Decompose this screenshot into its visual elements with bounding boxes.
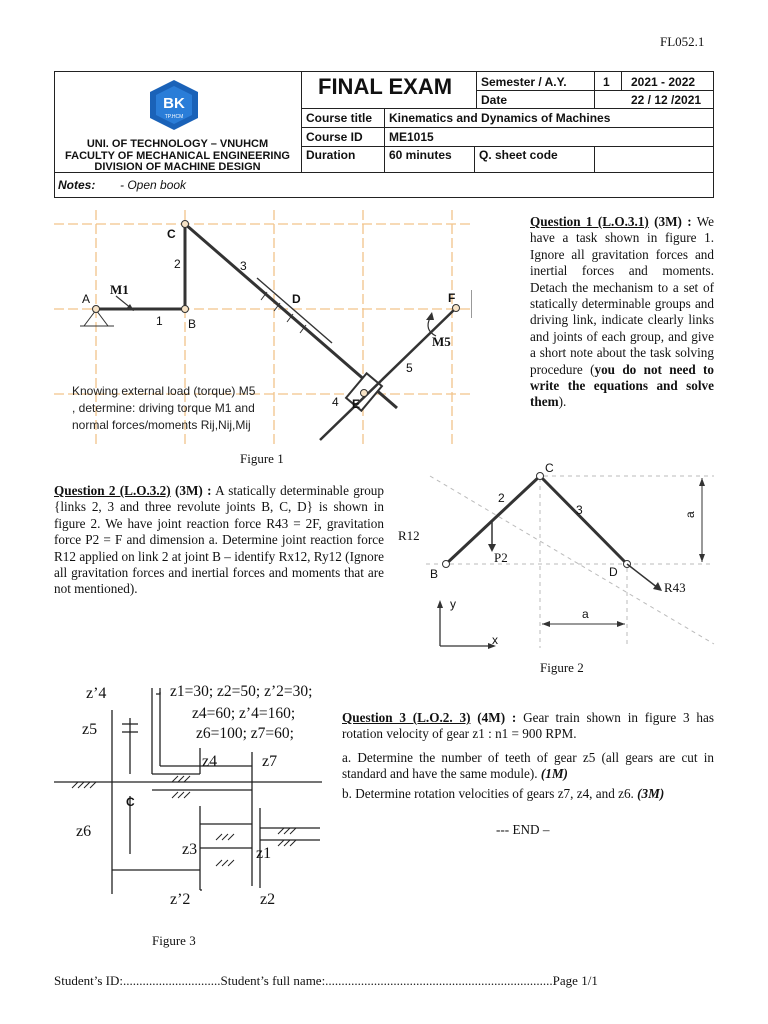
fig2-label-C: C: [545, 461, 554, 475]
fig1-note-line-3: normal forces/moments Rij,Nij,Mij: [72, 418, 251, 432]
fig3-label-z6: z6: [76, 823, 92, 840]
fig2-label-R12: R12: [398, 528, 420, 543]
fig3-label-z4prime: z’4: [86, 685, 107, 702]
question-1-body: We have a task shown in figure 1. Ignore all gravitation forces and inertial forces and moments. Detach the mechanism to a set of statically determinable groups and driving link, indicate clearly links and joints of each group, and give a short note about the task solving procedure (: [530, 214, 715, 377]
semester-label: Semester / A.Y.: [481, 75, 567, 89]
fig1-label-C: C: [167, 227, 176, 241]
question-3-part-b: [342, 786, 722, 802]
fig2-label-D: D: [609, 565, 618, 579]
fig3-label-z2: z2: [260, 891, 276, 908]
question-1-emphasis: you do not need to write the equations and solve them: [530, 361, 714, 410]
fig2-link-3: 3: [576, 503, 583, 517]
fig3-label-z1: z1: [256, 845, 272, 862]
fig2-dim-a-vertical: a: [683, 511, 697, 518]
fig3-label-z2prime: z’2: [170, 891, 191, 908]
question-3-part-a: [342, 750, 714, 783]
fig2-axis-y: y: [450, 597, 456, 611]
question-2-heading: Question 2 (L.O.3.2): [54, 483, 171, 498]
figure-2: [396, 458, 718, 654]
fig1-label-M1: M1: [110, 282, 129, 297]
fig1-note-line-2: , determine: driving torque M1 and: [72, 401, 255, 415]
qsheet-label: Q. sheet code: [479, 148, 558, 162]
fig1-label-A: A: [82, 292, 91, 306]
fig1-link-2: 2: [174, 257, 181, 271]
question-3-part-a-marks: (1M): [540, 766, 568, 782]
question-3-marks: (4M) :: [477, 710, 517, 725]
fig2-label-P2: P2: [494, 550, 508, 565]
question-1: [530, 214, 714, 411]
divider: [594, 146, 595, 172]
fig3-label-z4: z4: [202, 753, 218, 770]
figure-3: [52, 678, 334, 908]
division-name: DIVISION OF MACHINE DESIGN: [94, 161, 261, 173]
question-3-intro: Gear train shown in figure 3 has rotation velocity of gear z1 : n1 = 900 RPM.: [342, 710, 714, 742]
fig2-link-2: 2: [498, 491, 505, 505]
notes-label: Notes:: [58, 178, 96, 192]
fig2-label-B: B: [430, 567, 439, 581]
figure-2-caption: Figure 2: [540, 660, 584, 675]
fig1-link-1: 1: [156, 314, 163, 328]
logo-text: BK: [163, 95, 185, 112]
fig1-label-M5: M5: [432, 334, 451, 349]
divider: [301, 127, 714, 128]
fig3-label-z3: z3: [182, 841, 198, 858]
fig3-label-z5: z5: [82, 721, 98, 738]
logo-subtext: TP.HCM: [164, 114, 184, 120]
course-title-value: Kinematics and Dynamics of Machines: [389, 111, 611, 125]
duration-label: Duration: [306, 148, 356, 162]
fig2-label-R43: R43: [664, 580, 686, 595]
fig1-label-B: B: [188, 317, 197, 331]
semester-value: 1: [603, 75, 610, 89]
doc-code: FL052.1: [660, 34, 705, 49]
fig3-teeth-line-2: z4=60; z’4=160;: [192, 705, 296, 722]
course-title-label: Course title: [306, 111, 373, 125]
fig3-label-z7: z7: [262, 753, 278, 770]
question-3: [342, 710, 714, 743]
duration-value: 60 minutes: [389, 148, 452, 162]
question-2-body: A statically determinable group {links 2, 3 and three revolute joints B, C, D} is shown in figure 2. We have joint reaction force R43 = 2F, gravitation force P2 = F and dimension a. Determine joint reaction force R12 applied on link 2 at joint B – identify Rx12, Ry12 (Ignore all gravitation forces and inertial forces and moments that are not mentioned).: [54, 483, 384, 597]
fig3-label-C: C: [126, 795, 135, 809]
question-3-part-b-marks: (3M): [637, 786, 665, 801]
question-1-tail: ).: [558, 394, 567, 410]
question-1-marks: (3M) :: [654, 214, 692, 229]
fig1-link-4: 4: [332, 395, 339, 409]
divider: [476, 90, 714, 91]
fig1-label-D: D: [292, 292, 301, 306]
footer-student-line: Student’s ID:..............................Student’s full name:......................................................................Page 1/1: [54, 973, 598, 988]
divider: [474, 146, 475, 172]
divider: [301, 108, 714, 109]
question-3-part-b-text: b. Determine rotation velocities of gears z7, z4, and z6.: [342, 786, 634, 801]
figure-1-caption: Figure 1: [240, 451, 284, 466]
fig1-note-line-1: Knowing external load (torque) M5: [72, 384, 256, 398]
date-label: Date: [481, 93, 508, 107]
question-1-heading: Question 1 (L.O.3.1): [530, 214, 649, 229]
fig3-teeth-line-3: z6=100; z7=60;: [196, 725, 294, 742]
question-3-part-a-text: a. Determine the number of teeth of gear z5 (all gears are cut in standard and have the same module).: [342, 750, 714, 782]
divider: [594, 71, 595, 108]
fig1-label-F: F: [448, 291, 456, 305]
fig3-teeth-line-1: z1=30; z2=50; z’2=30;: [170, 683, 313, 700]
notes-value: - Open book: [120, 178, 187, 192]
divider: [301, 71, 302, 172]
faculty-name: FACULTY OF MECHANICAL ENGINEERING: [65, 150, 290, 162]
exam-title: FINAL EXAM: [318, 74, 453, 99]
course-id-label: Course ID: [306, 130, 363, 144]
question-2: [54, 483, 384, 598]
figure-3-caption: Figure 3: [152, 933, 196, 948]
divider: [621, 71, 622, 90]
year-value: 2021 - 2022: [631, 75, 696, 89]
university-name: UNI. OF TECHNOLOGY – VNUHCM: [86, 138, 269, 150]
date-value: 22 / 12 /2021: [631, 93, 702, 107]
fig1-label-E: E: [352, 397, 361, 411]
fig2-dim-a-horizontal: a: [582, 607, 589, 621]
divider: [384, 108, 385, 172]
end-marker: --- END –: [496, 822, 550, 837]
university-logo: [144, 78, 204, 132]
course-id-value: ME1015: [389, 130, 434, 144]
fig2-axis-x: x: [492, 633, 498, 647]
figure-1: [52, 208, 472, 446]
fig1-link-3: 3: [240, 259, 247, 273]
question-2-marks: (3M) :: [174, 483, 212, 498]
question-3-heading: Question 3 (L.O.2. 3): [342, 710, 471, 725]
divider: [301, 146, 714, 147]
fig1-link-5: 5: [406, 361, 413, 375]
divider: [476, 71, 477, 108]
